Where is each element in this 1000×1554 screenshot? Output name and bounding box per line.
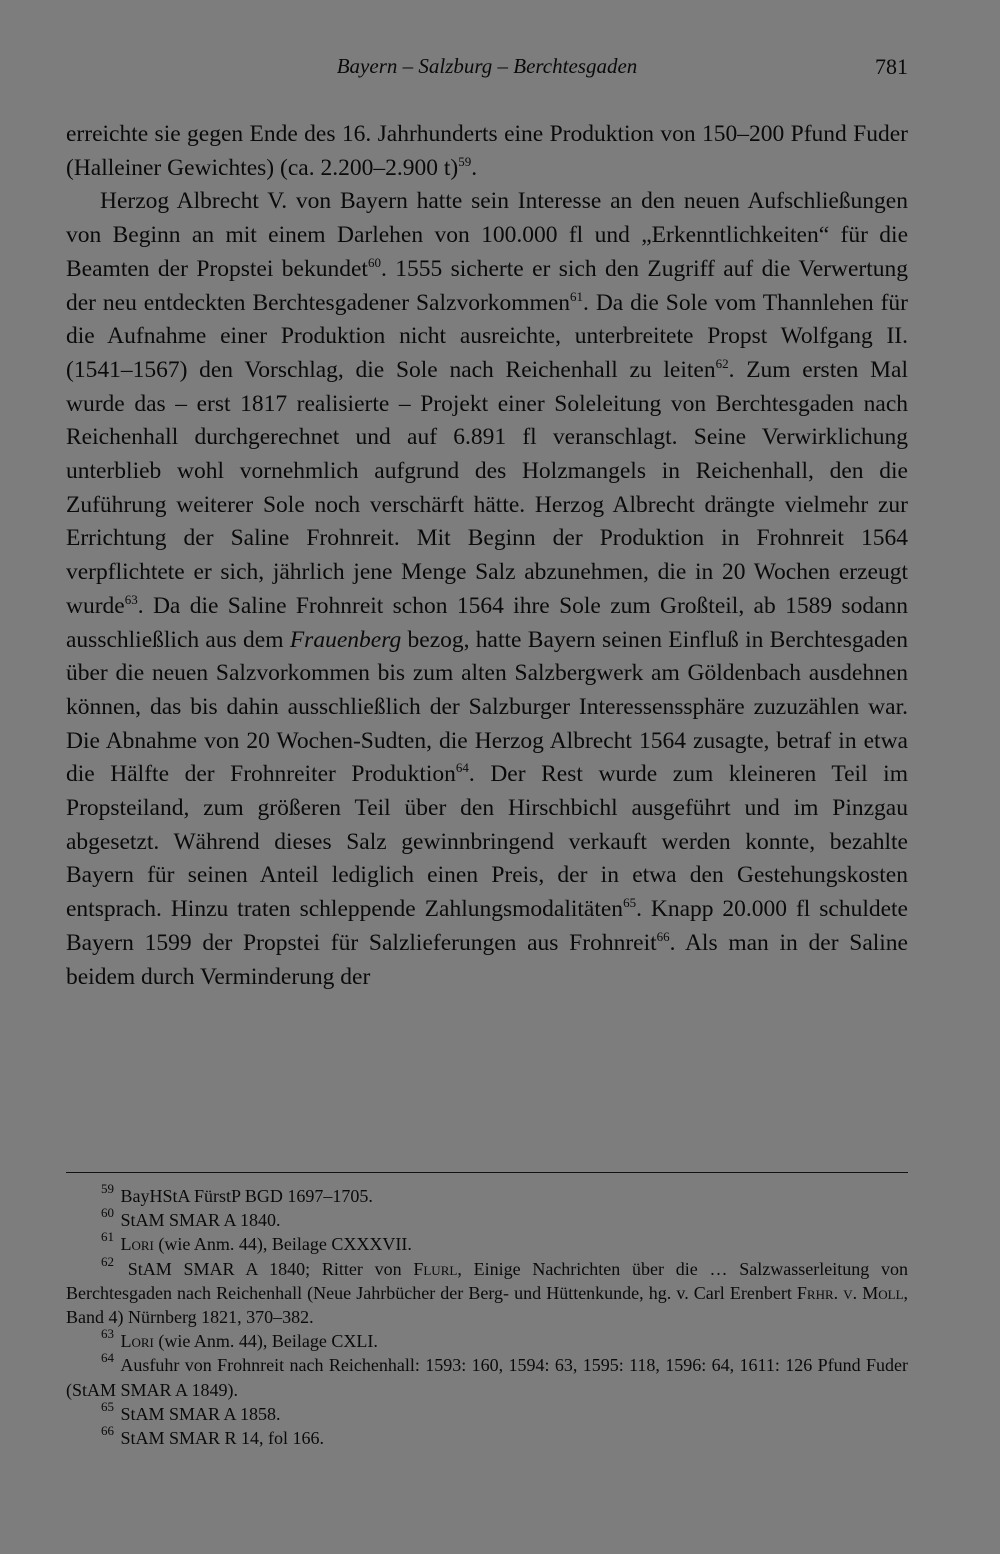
author-name: Frhr. v. Moll [796,1282,904,1303]
footnote-text: , Einige Nachrichten über die … Salzwasserleitung von Berchtesgaden nach Reichenhall (Neue Jahrbücher der Berg- und Hüttenkunde, hg. v. Carl Erenbert [66,1258,908,1303]
footnote-60: $^{60}$ StAM SMAR A 1840. [101,1205,281,1231]
footnote-ref-62: 62 [715,355,729,371]
paragraph-2 [66,185,908,994]
footnote-text: StAM SMAR A 1858. [120,1403,281,1424]
footnote-text: BayHStA FürstP BGD 1697–1705. [120,1186,373,1206]
text-run: erreichte sie gegen Ende des 16. Jahrhunderts eine Produktion von 150–200 Pfund Fuder (Halleiner Gewichtes) (ca. 2.200–2.900 t) [66,121,908,181]
footnote-text: (wie Anm. 44), Beilage CXXXVII. [153,1234,412,1255]
author-name: Flurl [413,1258,458,1279]
paragraph-1 [66,118,908,185]
italic-place-name: Frauenberg [289,626,402,653]
text-run: . Zum ersten Mal wurde das – erst 1817 realisierte – Projekt einer Soleleitung von Berchtesgaden nach Reichenhall durchgerechnet und auf 6.891 fl veranschlagt. Seine Verwirklichung unterblieb wohl vornehmlich aufgrund des Holzmangels in Reichenhall, den die Zuführung weiterer Sole noch verschärft hätte. Herzog Albrecht drängte vielmehr zur Errichtung der Saline Frohnreit. Mit Beginn der Produktion in Frohnreit 1564 verpflichtete er sich, jährlich jene Menge Salz abzunehmen, die in 20 Wochen erzeugt wurde [66,356,908,619]
page-number: 781 [875,54,908,79]
text-run: . [471,154,478,181]
footnote-64: $^{64}$ Ausfuhr von Frohnreit nach Reichenhall: 1593: 160, 1594: 63, 1595: 118, 1596: 64, 1611: 126 Pfund Fuder (StAM SMAR A 1849). [66,1350,908,1400]
footnotes [66,1181,909,1450]
footnote-text: StAM SMAR A 1840; Ritter von [127,1258,414,1279]
footnote-ref-60: 60 [367,254,381,270]
footnote-ref-66: 66 [656,928,670,944]
running-title: Bayern – Salzburg – Berchtesgaden [336,54,638,78]
body-text [66,118,908,994]
footnote-59: $^{59}$ BayHStA FürstP BGD 1697–1705. [101,1181,373,1206]
author-name: Lori [120,1331,154,1352]
text-run: . Da die Saline Frohnreit schon 1564 ihre Sole zum Großteil, ab 1589 sodann ausschließlich aus dem [66,592,908,653]
footnote-62: $^{62}$ StAM SMAR A 1840; Ritter von Flurl, Einige Nachrichten über die … Salzwasserleitung von Berchtesgaden nach Reichenhall (Neue Jahrbücher der Berg- und Hüttenkunde, hg. v. Carl Erenbert Frhr. v. Moll, Band 4) Nürnberg 1821, 370–382. [66,1253,909,1328]
footnote-text: (wie Anm. 44), Beilage CXLI. [153,1331,378,1352]
footnote-text: Ausfuhr von Frohnreit nach Reichenhall: 1593: 160, 1594: 63, 1595: 118, 1596: 64, 1611: 126 Pfund Fuder (StAM SMAR A 1849). [66,1355,908,1400]
footnote-61: $^{61}$ Lori (wie Anm. 44), Beilage CXXXVII. [101,1229,412,1255]
page-header [66,54,908,88]
text-run: bezog, hatte Bayern seinen Einfluß in Berchtesgaden über die neuen Salzvorkommen bis zum alten Salzbergwerk am Göldenbach ausdehnen können, das bis dahin ausschließlich der Salzburger Interessenssphäre zuzuzählen war. Die Abnahme von 20 Wochen-Sudten, die Herzog Albrecht 1564 zusagte, betraf in etwa die Hälfte der Frohnreiter Produktion [66,626,908,788]
footnote-63: $^{63}$ Lori (wie Anm. 44), Beilage CXLI. [101,1326,378,1352]
footnote-ref-65: 65 [623,895,637,911]
footnote-ref-63: 63 [124,591,138,607]
footnote-66: $^{66}$ StAM SMAR R 14, fol 166. [101,1423,325,1449]
footnote-ref-59: 59 [458,153,472,169]
footnote-65: $^{65}$ StAM SMAR A 1858. [101,1398,281,1424]
footnote-text: StAM SMAR R 14, fol 166. [120,1428,325,1449]
footnote-text: StAM SMAR A 1840. [120,1210,281,1231]
text-run: . Da die Sole vom Thannlehen für die Aufnahme einer Produktion nicht ausreichte, unterbreitete Propst Wolfgang II. (1541–1567) den Vorschlag, die Sole nach Reichenhall zu leiten [66,289,908,383]
text-run: . 1555 sicherte er sich den Zugriff auf die Verwertung der neu entdeckten Berchtesgadener Salzvorkommen [66,255,908,316]
text-run: . Knapp 20.000 fl schuldete Bayern 1599 der Propstei für Salzlieferungen aus Frohnreit [66,896,908,956]
text-run: Herzog Albrecht V. von Bayern hatte sein Interesse an den neuen Aufschließungen von Beginn an mit einem Darlehen von 100.000 fl und „Erkenntlichkeiten“ für die Beamten der Propstei bekundet [66,188,908,282]
footnote-divider [66,1172,908,1173]
footnote-text: , Band 4) Nürnberg 1821, 370–382. [66,1282,909,1328]
footnote-ref-64: 64 [455,760,469,776]
author-name: Lori [120,1234,154,1255]
text-run: . Der Rest wurde zum kleineren Teil im Propsteiland, zum größeren Teil über den Hirschbichl ausgeführt und im Pinzgau abgesetzt. Während dieses Salz gewinnbringend verkauft werden konnte, bezahlte Bayern für seinen Anteil lediglich einen Preis, der in etwa den Gestehungskosten entsprach. Hinzu traten schleppende Zahlungsmodalitäten [66,761,908,923]
text-run: . Als man in der Saline beidem durch Verminderung der [66,929,908,990]
footnote-ref-61: 61 [570,288,584,304]
